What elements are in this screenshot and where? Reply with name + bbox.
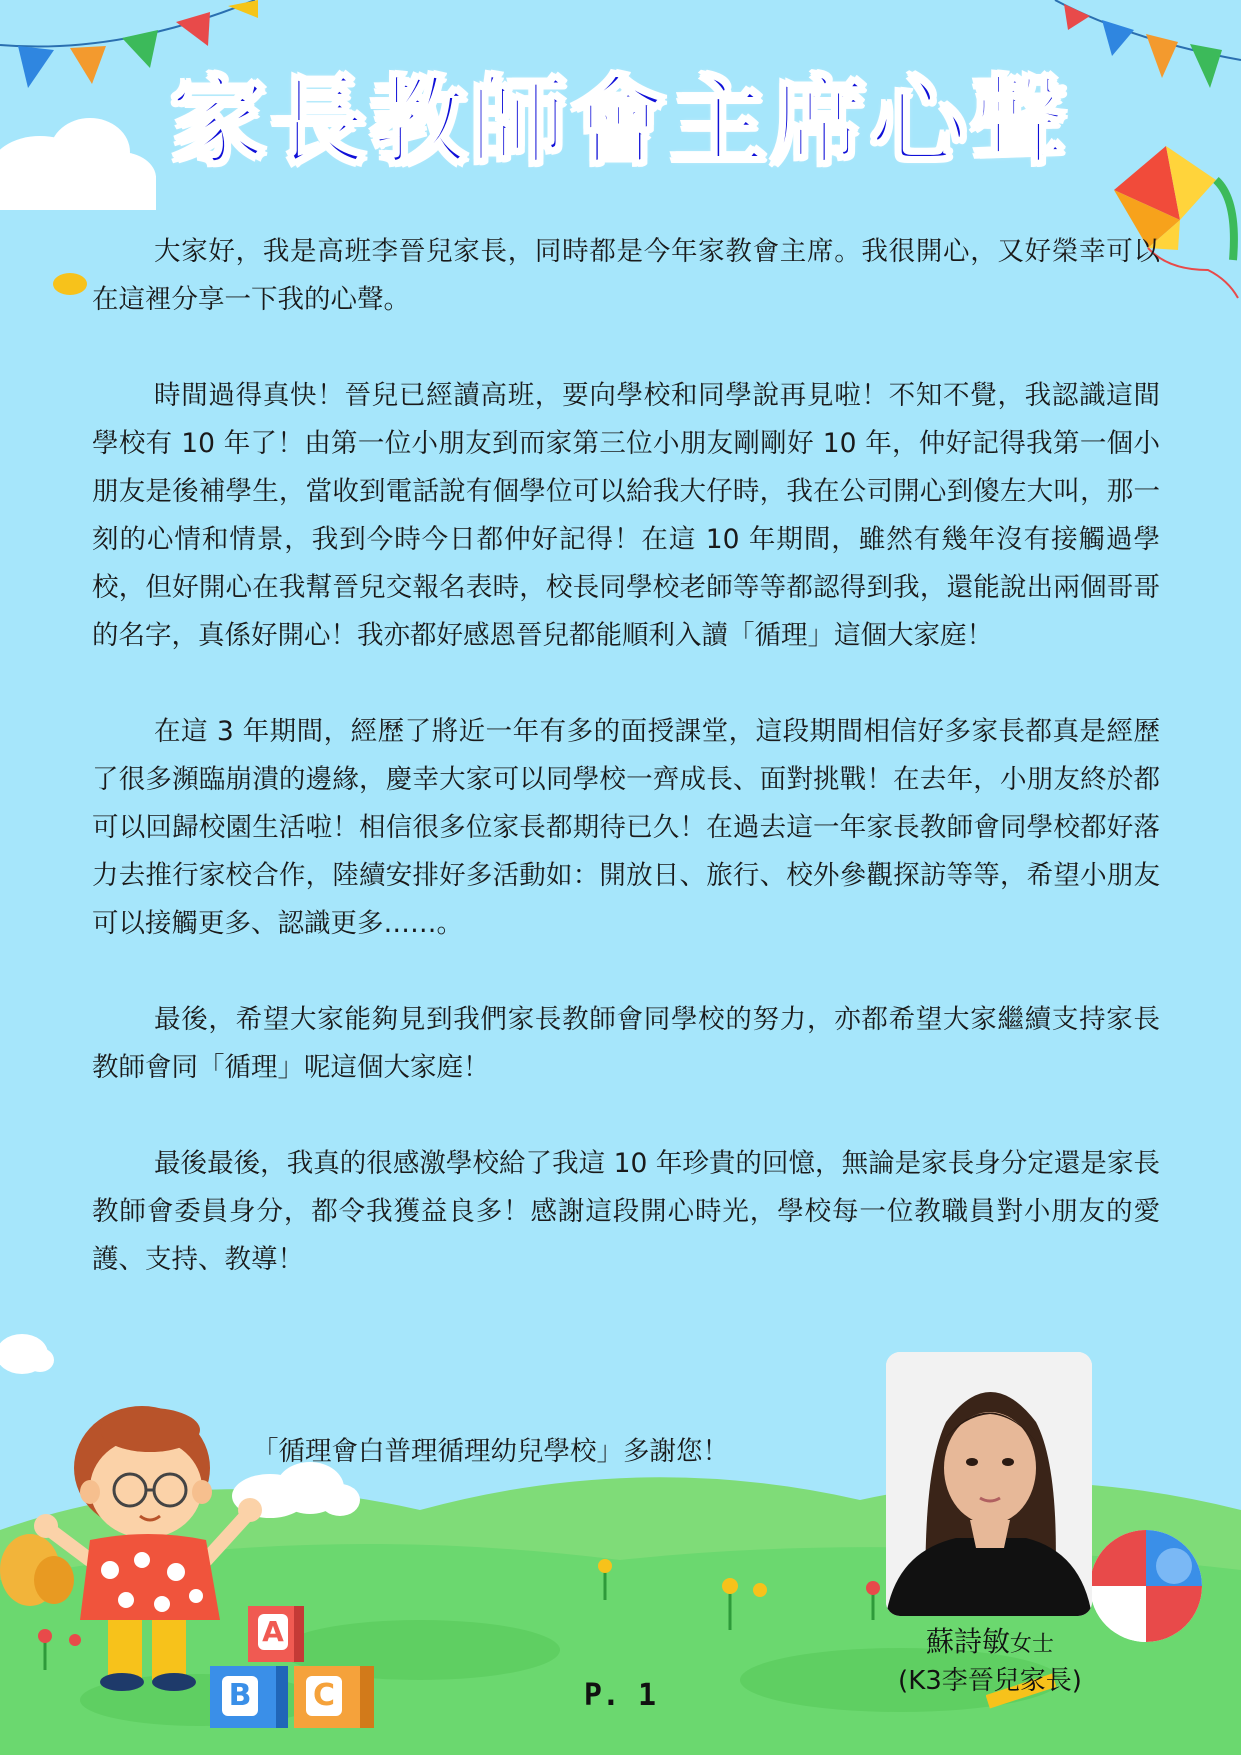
block-b-letter: B: [222, 1676, 258, 1716]
paragraph: 最後，希望大家能夠見到我們家長教師會同學校的努力，亦都希望大家繼續支持家長教師會同「循理」呢這個大家庭！: [92, 1004, 1160, 1083]
flower-bud-decoration: [50, 270, 90, 300]
paragraph: 最後最後，我真的很感激學校給了我這 10 年珍貴的回憶，無論是家長身分定還是家長教師會委員身分，都令我獲益良多！感謝這段開心時光，學校每一位教職員對小朋友的愛護、支持、教導！: [92, 1148, 1160, 1275]
paragraph: 在這 3 年期間，經歷了將近一年有多的面授課堂，這段期間相信好多家長都真是經歷了很多瀕臨崩潰的邊緣，慶幸大家可以同學校一齊成長、面對挑戰！在去年，小朋友終於都可以回歸校園生活啦！相信很多位家長都期待已久！在過去這一年家長教師會同學校都好落力去推行家校合作，陸續安排好多活動如：開放日、旅行、校外參觀探訪等等，希望小朋友可以接觸更多、認識更多……。: [92, 716, 1160, 939]
paragraph: 時間過得真快！晉兒已經讀高班，要向學校和同學說再見啦！不知不覺，我認識這間學校有 10 年了！由第一位小朋友到而家第三位小朋友剛剛好 10 年，仲好記得我第一個小朋友是後補學生，當收到電話說有個學位可以給我大仔時，我在公司開心到傻左大叫，那一刻的心情和情景，我到今時今日都仲好記得！在這 10 年期間，雖然有幾年沒有接觸過學校，但好開心在我幫晉兒交報名表時，校長同學校老師等等都認得到我，還能說出兩個哥哥的名字，真係好開心！我亦都好感恩晉兒都能順利入讀「循理」這個大家庭！: [92, 380, 1160, 651]
cloud-small-decoration: [0, 1320, 60, 1380]
author-photo: [886, 1352, 1092, 1616]
abc-blocks-illustration: [210, 1606, 390, 1726]
author-honorific: 女士: [1010, 1632, 1055, 1657]
beach-ball-icon: [1086, 1526, 1206, 1646]
paragraph: 大家好，我是高班李晉兒家長，同時都是今年家教會主席。我很開心，又好榮幸可以在這裡分享一下我的心聲。: [92, 236, 1160, 315]
closing-line: 「循理會白普理循理幼兒學校」多謝您！: [252, 1436, 729, 1467]
block-b: [210, 1666, 288, 1728]
block-c: [294, 1666, 374, 1728]
block-a-letter: A: [258, 1614, 288, 1650]
author-name-text: 蘇詩敏: [925, 1625, 1010, 1658]
page-number: P. 1: [583, 1678, 657, 1713]
block-a: [248, 1606, 304, 1662]
block-c-letter: C: [306, 1676, 342, 1716]
article-body: [92, 228, 1160, 1332]
author-name: [880, 1620, 1100, 1660]
page-title: 家長教師會主席心聲: [170, 66, 1071, 178]
author-role: (K3李晉兒家長): [898, 1666, 1082, 1696]
portrait-image: [886, 1352, 1092, 1616]
